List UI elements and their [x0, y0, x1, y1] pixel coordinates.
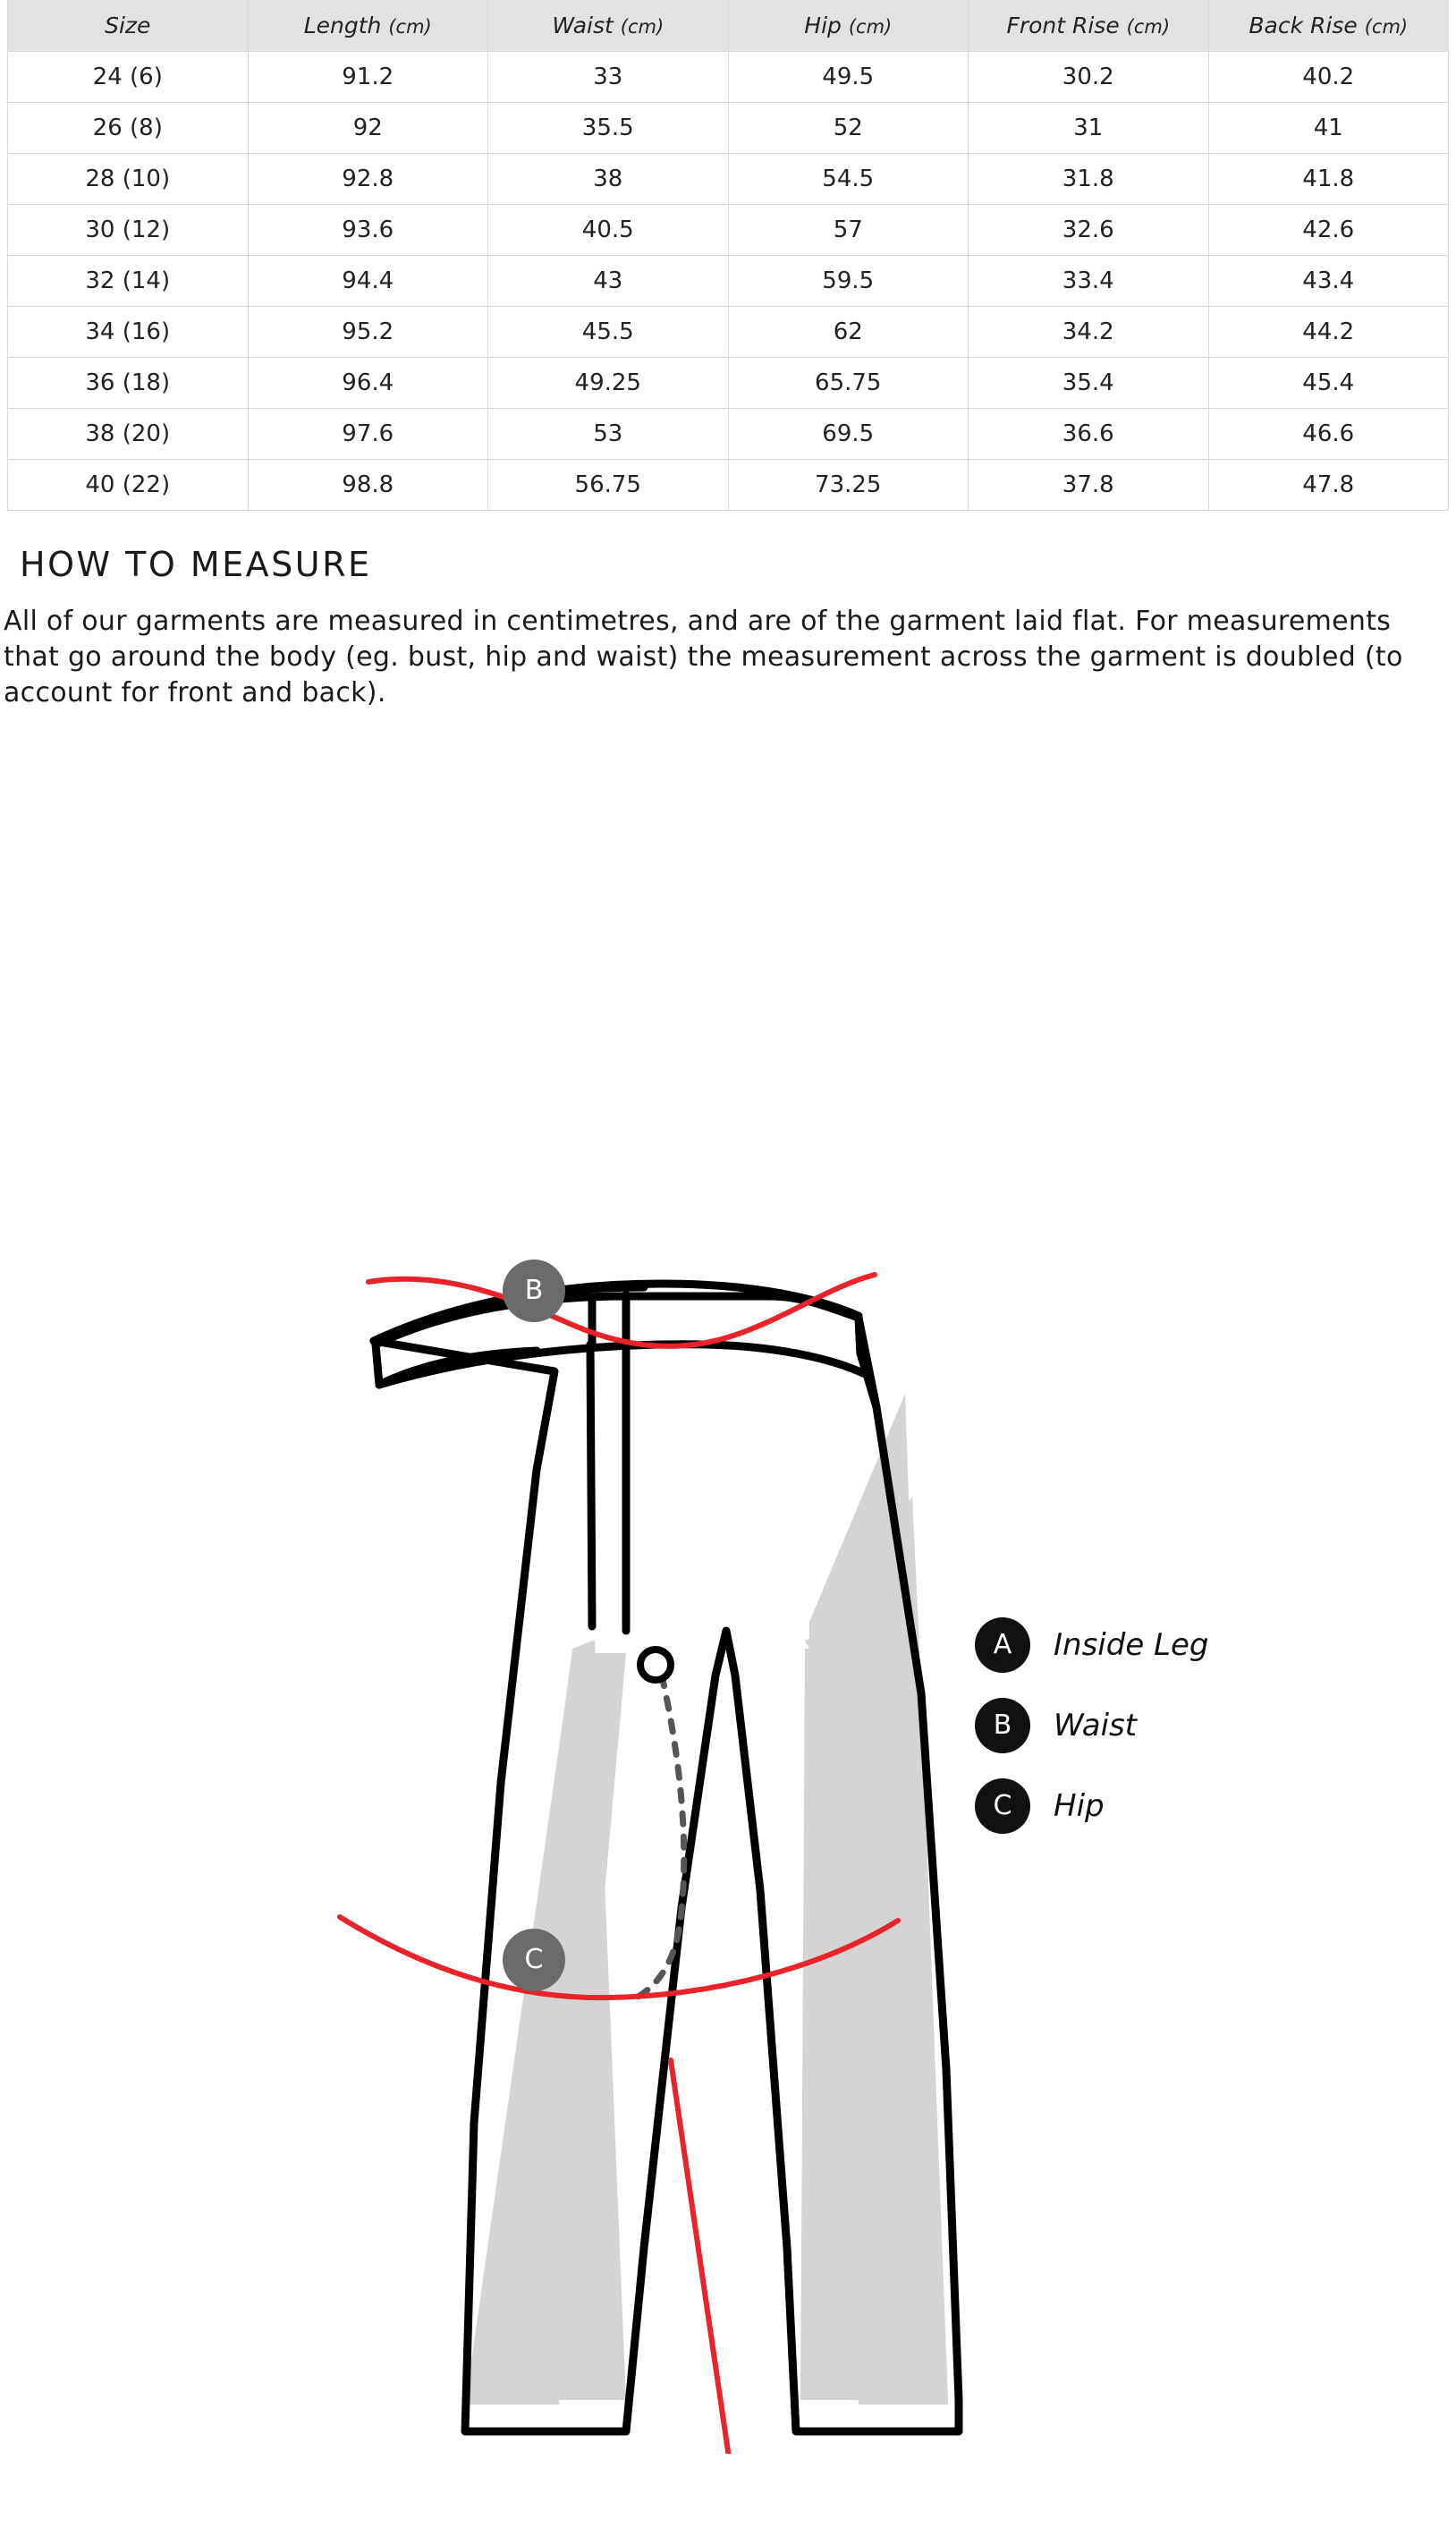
cell-hip: 54.5: [728, 154, 969, 205]
size-chart-body: [8, 52, 1449, 511]
size-chart-section: [0, 0, 1456, 511]
cell-back-rise: 45.4: [1208, 358, 1449, 409]
cell-front-rise: 35.4: [969, 358, 1209, 409]
legend-badge-b: B: [975, 1698, 1030, 1753]
table-header-row: [8, 0, 1449, 52]
legend-label-waist: Waist: [1054, 1707, 1138, 1743]
legend-item-hip: [975, 1778, 1209, 1834]
cell-size: 38 (20): [8, 409, 249, 460]
diagram-legend: [975, 1617, 1209, 1859]
cell-hip: 52: [728, 103, 969, 154]
table-row: [8, 256, 1449, 307]
cell-front-rise: 32.6: [969, 205, 1209, 256]
cell-hip: 49.5: [728, 52, 969, 103]
cell-back-rise: 46.6: [1208, 409, 1449, 460]
cell-length: 92: [248, 103, 488, 154]
column-header-unit: (cm): [1364, 16, 1409, 38]
how-to-measure-title: HOW TO MEASURE: [20, 545, 372, 584]
column-header-length: [248, 0, 488, 52]
cell-back-rise: 43.4: [1208, 256, 1449, 307]
legend-item-waist: [975, 1698, 1209, 1753]
marker-label-a: A: [725, 2498, 745, 2530]
cell-waist: 33: [488, 52, 729, 103]
cell-size: 26 (8): [8, 103, 249, 154]
legend-badge-c: C: [975, 1778, 1030, 1834]
cell-size: 32 (14): [8, 256, 249, 307]
cell-length: 92.8: [248, 154, 488, 205]
cell-waist: 53: [488, 409, 729, 460]
cell-waist: 45.5: [488, 307, 729, 358]
size-chart-table: [7, 0, 1449, 511]
cell-size: 30 (12): [8, 205, 249, 256]
legend-label-inside-leg: Inside Leg: [1054, 1626, 1209, 1663]
table-row: [8, 460, 1449, 511]
column-header-label: Size: [105, 13, 151, 38]
column-header-front-rise: [969, 0, 1209, 52]
column-header-label: Front Rise: [1006, 13, 1120, 38]
legend-label-hip: Hip: [1054, 1787, 1105, 1824]
table-row: [8, 205, 1449, 256]
cell-hip: 69.5: [728, 409, 969, 460]
how-to-measure-text: All of our garments are measured in centimetres, and are of the garment laid flat. For measurements that go around the body (eg. bust, hip and waist) the measurement across the garment is doubled (to account for front and back).: [4, 606, 1403, 708]
cell-back-rise: 41.8: [1208, 154, 1449, 205]
column-header-unit: (cm): [848, 16, 893, 38]
column-header-label: Waist: [552, 13, 614, 38]
cell-front-rise: 31: [969, 103, 1209, 154]
cell-hip: 62: [728, 307, 969, 358]
cell-front-rise: 36.6: [969, 409, 1209, 460]
cell-length: 95.2: [248, 307, 488, 358]
cell-waist: 56.75: [488, 460, 729, 511]
cell-size: 24 (6): [8, 52, 249, 103]
marker-label-c: C: [524, 1944, 544, 1976]
column-header-label: Back Rise: [1249, 13, 1358, 38]
cell-back-rise: 44.2: [1208, 307, 1449, 358]
cell-size: 40 (22): [8, 460, 249, 511]
cell-length: 93.6: [248, 205, 488, 256]
cell-back-rise: 40.2: [1208, 52, 1449, 103]
cell-waist: 49.25: [488, 358, 729, 409]
table-row: [8, 154, 1449, 205]
size-chart-header: [8, 0, 1449, 52]
marker-label-b: B: [524, 1275, 544, 1307]
column-header-unit: (cm): [620, 16, 665, 38]
cell-back-rise: 47.8: [1208, 460, 1449, 511]
cell-front-rise: 34.2: [969, 307, 1209, 358]
cell-waist: 43: [488, 256, 729, 307]
cell-hip: 57: [728, 205, 969, 256]
cell-size: 36 (18): [8, 358, 249, 409]
column-header-label: Hip: [804, 13, 842, 38]
cell-front-rise: 37.8: [969, 460, 1209, 511]
cell-length: 98.8: [248, 460, 488, 511]
cell-length: 91.2: [248, 52, 488, 103]
trousers-illustration: [0, 727, 1456, 2454]
table-row: [8, 103, 1449, 154]
table-row: [8, 409, 1449, 460]
column-header-hip: [728, 0, 969, 52]
cell-waist: 40.5: [488, 205, 729, 256]
cell-hip: 65.75: [728, 358, 969, 409]
table-row: [8, 52, 1449, 103]
cell-hip: 73.25: [728, 460, 969, 511]
column-header-label: Length: [303, 13, 382, 38]
cell-size: 34 (16): [8, 307, 249, 358]
cell-length: 97.6: [248, 409, 488, 460]
column-header-unit: (cm): [1126, 16, 1171, 38]
legend-badge-a: A: [975, 1617, 1030, 1673]
cell-length: 94.4: [248, 256, 488, 307]
column-header-unit: (cm): [388, 16, 432, 38]
cell-hip: 59.5: [728, 256, 969, 307]
table-row: [8, 307, 1449, 358]
cell-front-rise: 31.8: [969, 154, 1209, 205]
cell-front-rise: 33.4: [969, 256, 1209, 307]
button-icon: [640, 1650, 671, 1680]
column-header-waist: [488, 0, 729, 52]
column-header-size: [8, 0, 249, 52]
cell-front-rise: 30.2: [969, 52, 1209, 103]
cell-back-rise: 42.6: [1208, 205, 1449, 256]
cell-waist: 35.5: [488, 103, 729, 154]
column-header-back-rise: [1208, 0, 1449, 52]
cell-size: 28 (10): [8, 154, 249, 205]
cell-back-rise: 41: [1208, 103, 1449, 154]
garment-diagram: [0, 727, 1456, 2530]
cell-waist: 38: [488, 154, 729, 205]
legend-item-inside-leg: [975, 1617, 1209, 1673]
cell-length: 96.4: [248, 358, 488, 409]
table-row: [8, 358, 1449, 409]
